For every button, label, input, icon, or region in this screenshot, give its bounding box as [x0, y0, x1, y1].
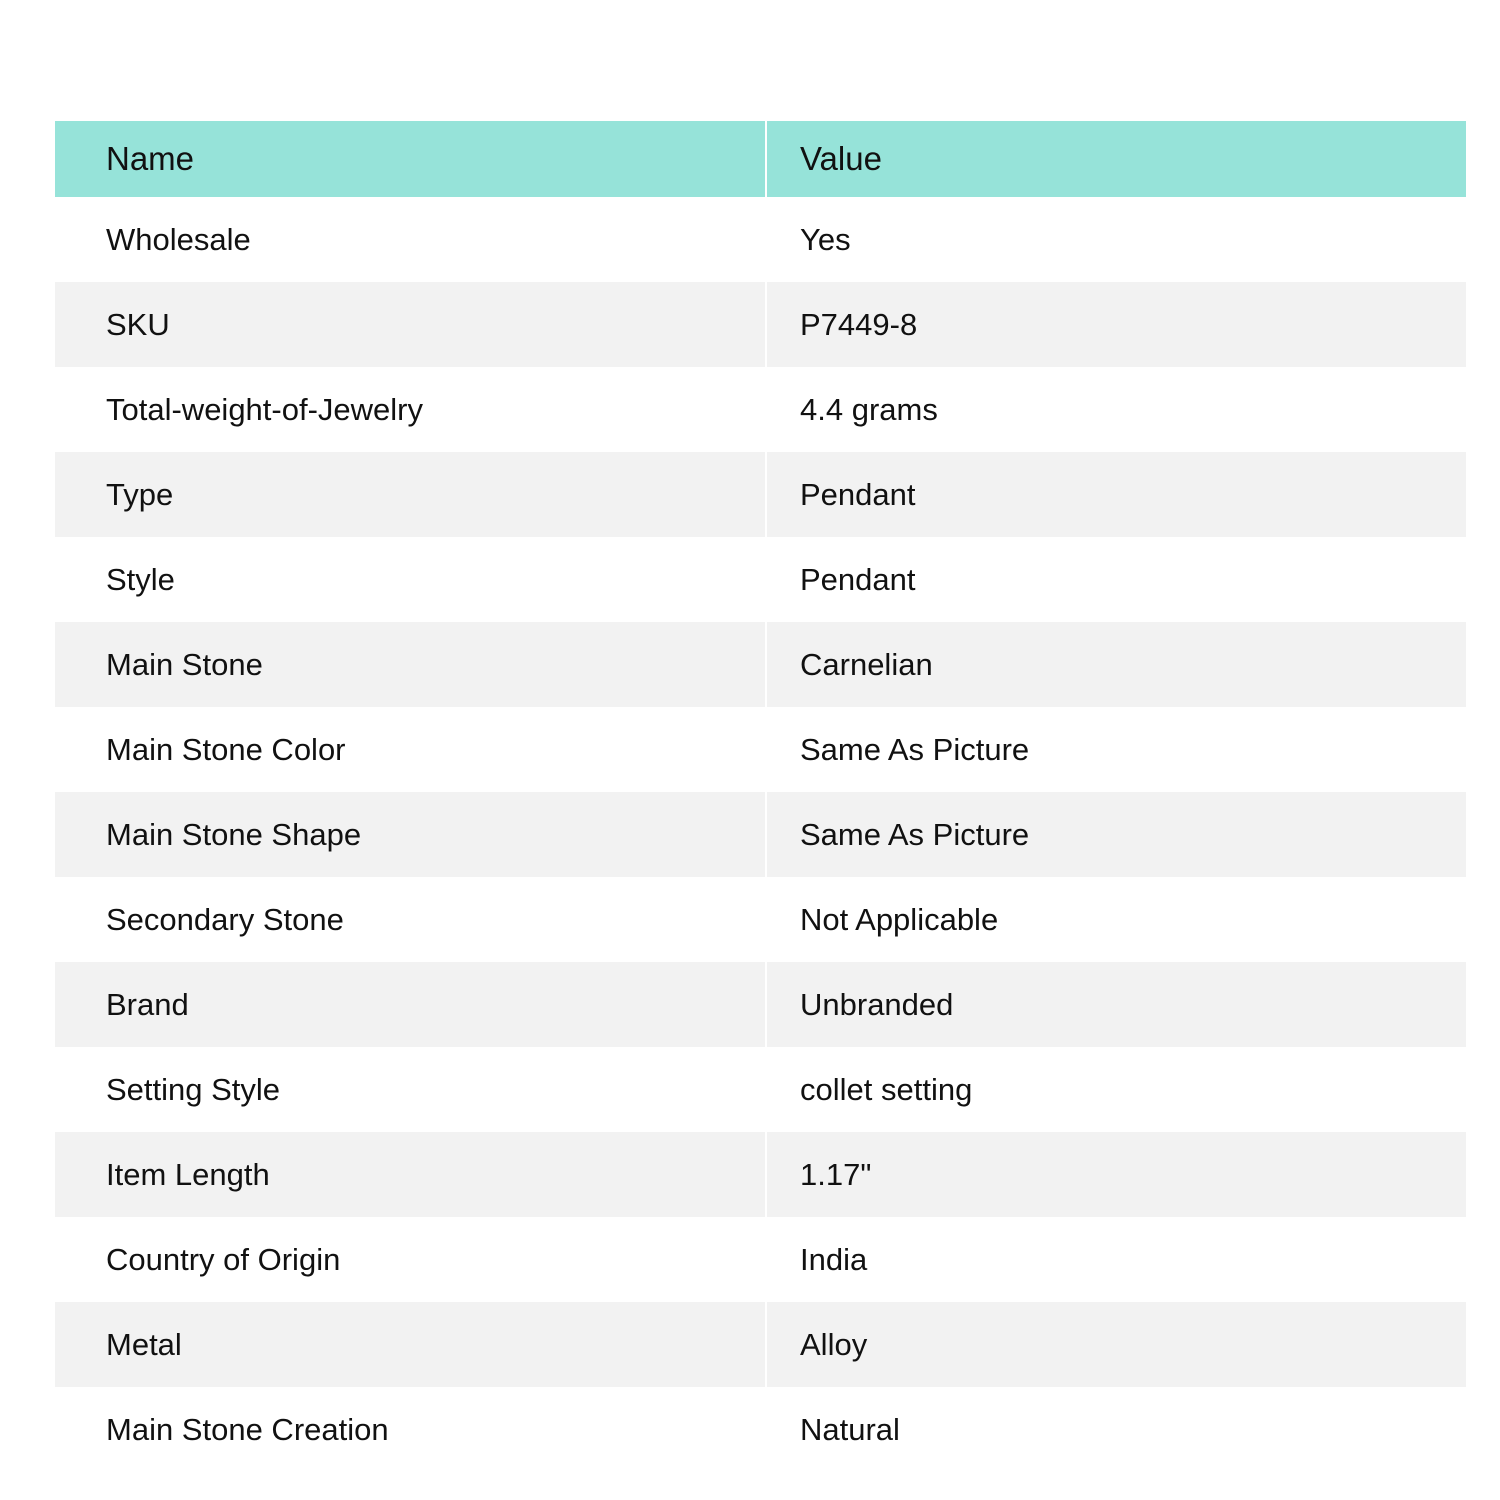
row-name-cell: Secondary Stone [106, 901, 344, 937]
row-name-cell: Main Stone [55, 622, 767, 707]
table-row [55, 1387, 1466, 1472]
table-row [55, 1302, 1466, 1387]
table-row [55, 282, 1466, 367]
row-name-cell: Setting Style [106, 1071, 281, 1107]
table-row [55, 877, 1466, 962]
row-value-cell: Carnelian [800, 646, 933, 682]
row-value-cell: Unbranded [800, 986, 954, 1022]
row-name-cell: SKU [55, 282, 767, 367]
row-name-cell: Wholesale [106, 221, 251, 257]
row-value-cell: Yes [800, 221, 851, 257]
row-value-cell: Pendant [800, 561, 916, 597]
table-row [55, 1047, 1466, 1132]
row-name-cell: Style [106, 561, 175, 597]
row-name-cell: Brand [55, 962, 767, 1047]
table-row [55, 452, 1466, 537]
row-value-cell: Same As Picture [800, 816, 1030, 852]
row-name-cell: Item Length [55, 1132, 767, 1217]
row-value-cell: Alloy [800, 1326, 868, 1362]
row-value-cell: Natural [800, 1411, 900, 1447]
table-body [55, 197, 1466, 1472]
row-value-cell: P7449-8 [800, 306, 918, 342]
row-name-cell: Main Stone Color [106, 731, 346, 767]
row-value-cell: 1.17" [800, 1156, 872, 1192]
table-row [55, 1132, 1466, 1217]
table-row [55, 622, 1466, 707]
table-header-row [55, 121, 1466, 197]
table-row [55, 1217, 1466, 1302]
row-name-cell: Type [55, 452, 767, 537]
table-row [55, 707, 1466, 792]
row-value-cell: Not Applicable [800, 901, 999, 937]
row-value-cell: Pendant [800, 476, 916, 512]
table-row [55, 367, 1466, 452]
header-name-cell: Name [55, 121, 767, 197]
row-value-cell: 4.4 grams [800, 391, 938, 427]
header-value-cell: Value [800, 140, 882, 177]
row-name-cell: Country of Origin [106, 1241, 341, 1277]
row-name-cell: Metal [55, 1302, 767, 1387]
row-value-cell: collet setting [800, 1071, 973, 1107]
specifications-table [55, 121, 1466, 1472]
row-name-cell: Total-weight-of-Jewelry [106, 391, 423, 427]
row-value-cell: Same As Picture [800, 731, 1030, 767]
row-value-cell: India [800, 1241, 868, 1277]
table-row [55, 537, 1466, 622]
table-row [55, 197, 1466, 282]
row-name-cell: Main Stone Creation [106, 1411, 389, 1447]
table-row [55, 792, 1466, 877]
row-name-cell: Main Stone Shape [55, 792, 767, 877]
table-row [55, 962, 1466, 1047]
